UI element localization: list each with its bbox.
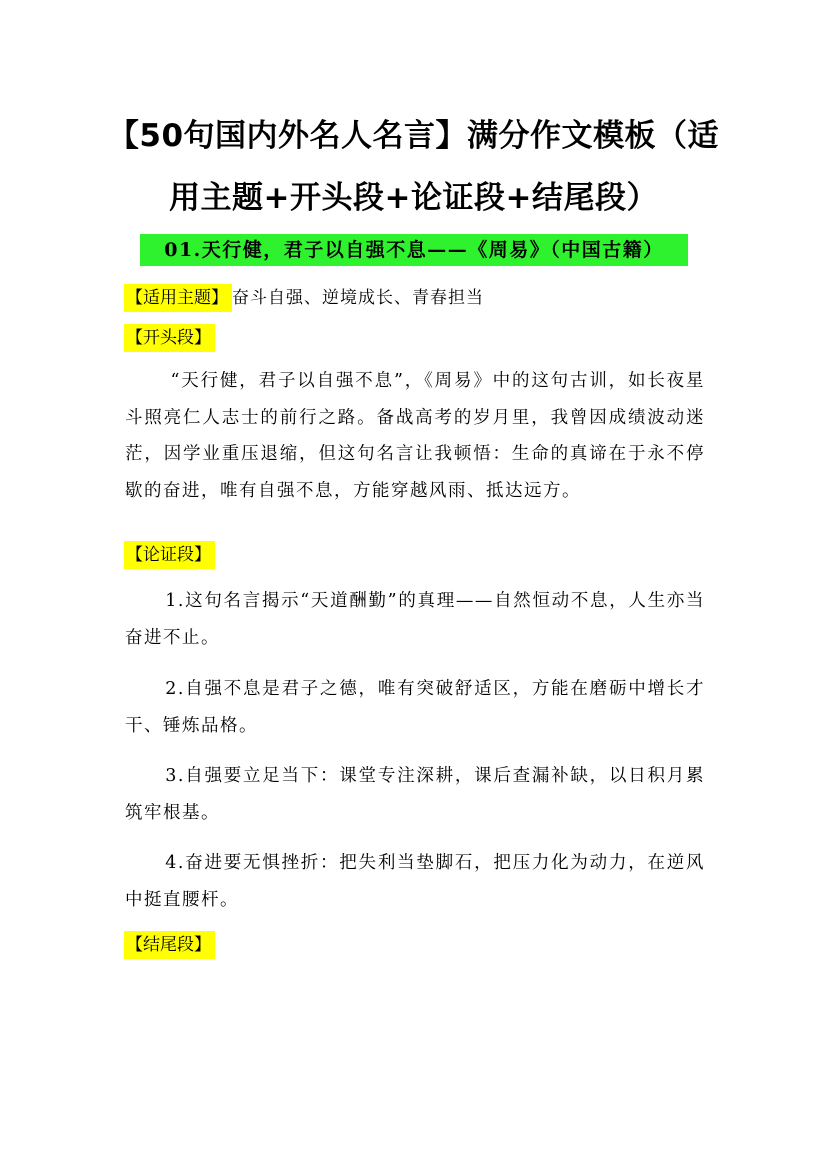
topic-tag: 【适用主题】: [124, 284, 232, 312]
argument-point-2: 2.自强不息是君子之德，唯有突破舒适区，方能在磨砺中增长才干、锤炼品格。: [125, 679, 705, 736]
opening-paragraph: “天行健，君子以自强不息”，《周易》中的这句古训，如长夜星斗照亮仁人志士的前行之路。备战高考的岁月里，我曾因成绩波动迷茫，因学业重压退缩，但这句名言让我顿悟：生命的真谛在于永不停歇的奋进，唯有自强不息，方能穿越风雨、抵达远方。: [125, 371, 705, 501]
quote-heading: 01.天行健，君子以自强不息——《周易》（中国古籍）: [140, 234, 688, 266]
argument-row: [124, 541, 215, 569]
argument-tag: 【论证段】: [124, 541, 215, 569]
topic-row: [124, 284, 484, 312]
argument-point-4: 4.奋进要无惧挫折：把失利当垫脚石，把压力化为动力，在逆风中挺直腰杆。: [125, 853, 705, 910]
opening-row: [124, 324, 215, 352]
topic-text: 奋斗自强、逆境成长、青春担当: [232, 288, 484, 308]
ending-row: [124, 931, 215, 959]
argument-point-3: 3.自强要立足当下：课堂专注深耕，课后查漏补缺，以日积月累筑牢根基。: [125, 766, 705, 823]
document-title: [90, 105, 737, 229]
ending-tag: 【结尾段】: [124, 931, 215, 959]
argument-point-1: 1.这句名言揭示“天道酬勤”的真理——自然恒动不息，人生亦当奋进不止。: [125, 591, 705, 648]
opening-tag: 【开头段】: [124, 324, 215, 352]
title-line-2: 用主题+开头段+论证段+结尾段）: [169, 180, 658, 216]
title-line-1: 【50句国内外名人名言】满分作文模板（适: [107, 118, 720, 154]
